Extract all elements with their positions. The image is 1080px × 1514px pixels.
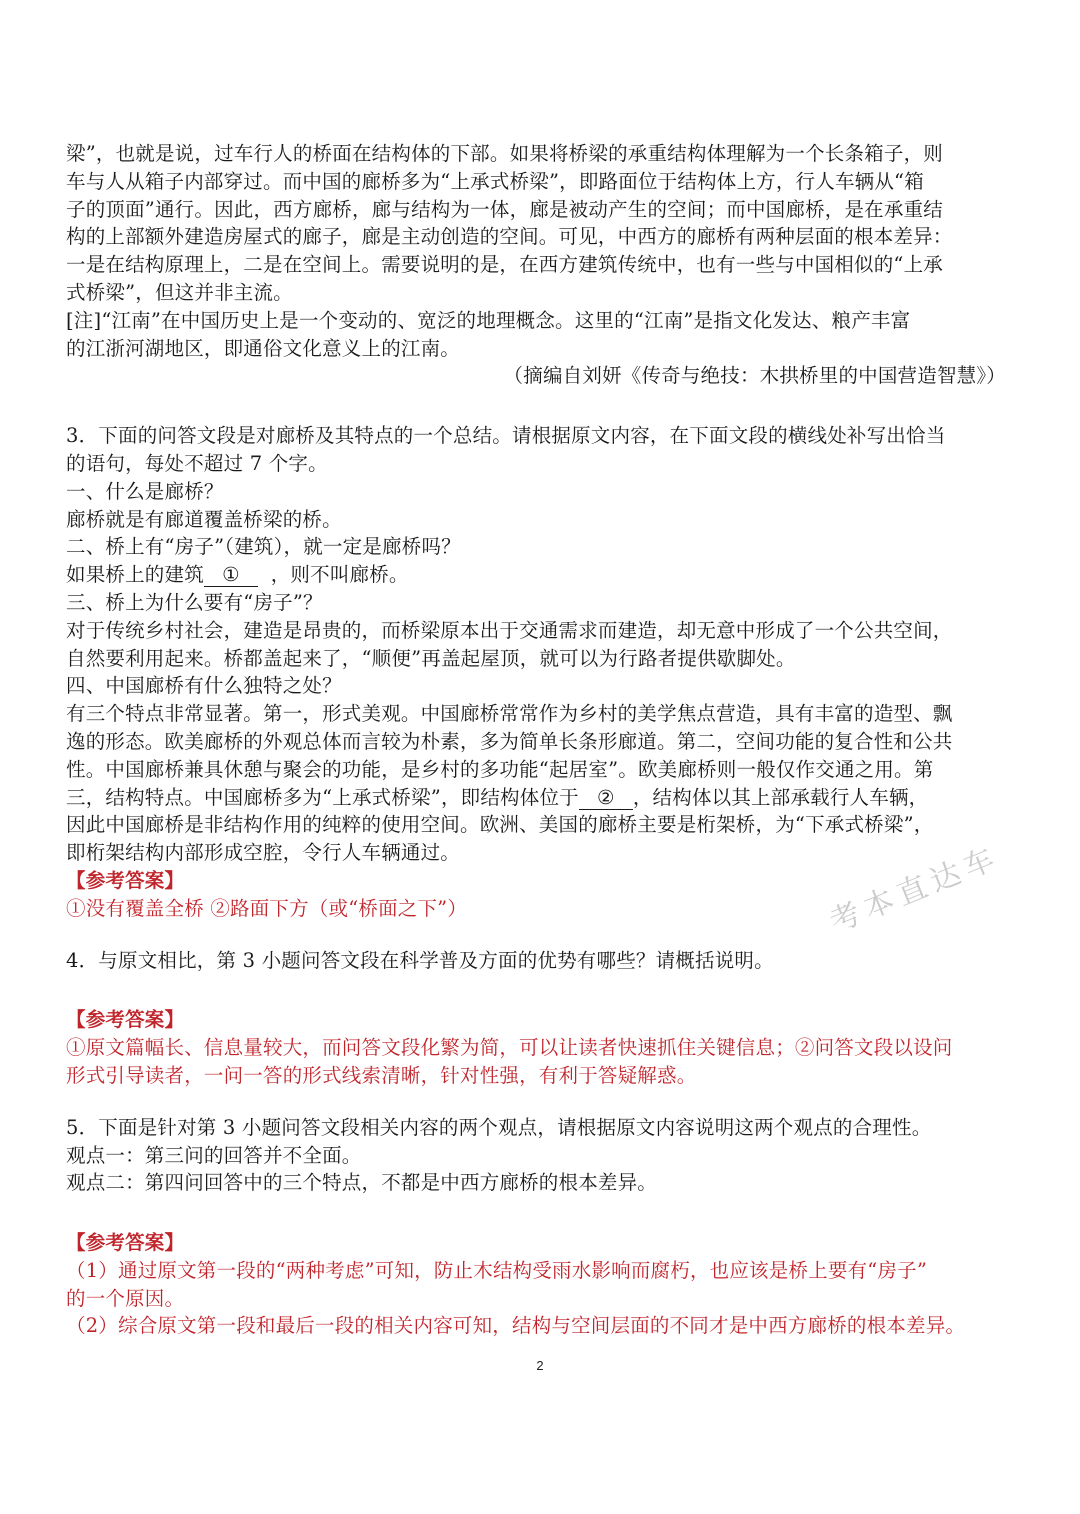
q5-answer-1-line: 的一个原因。 [66,1286,185,1310]
question-5 [66,1114,1014,1341]
q3-heading-2: 二、桥上有“房子”（建筑），就一定是廊桥吗？ [66,535,461,559]
q3-answer-4-line [66,784,1014,812]
q3-answer-4-line: 因此中国廊桥是非结构作用的纯粹的使用空间。欧洲、美国的廊桥主要是桁架桥，为“下承式桥梁”， [66,813,934,837]
q5-view-1: 观点一：第三问的回答并不全面。 [66,1143,362,1167]
passage [66,140,1014,390]
question-3 [66,422,1014,922]
q3-answer-3-line: 对于传统乡村社会，建造是昂贵的，而桥梁原本出于交通需求而建造，却无意中形成了一个公共空间， [66,618,953,642]
q5-answer-2: （2）综合原文第一段和最后一段的相关内容可知，结构与空间层面的不同才是中西方廊桥的根本差异。 [66,1314,966,1338]
q3-answer-title: 【参考答案】 [66,868,185,892]
blank-2: ② [579,787,633,810]
q3-answer-4-line: 逸的形态。欧美廊桥的外观总体而言较为朴素，多为简单长条形廊道。第二，空间功能的复合性和公共 [66,729,953,753]
q5-view-2: 观点二：第四问回答中的三个特点，不都是中西方廊桥的根本差异。 [66,1171,658,1195]
q5-stem: 5．下面是针对第 3 小题问答文段相关内容的两个观点，请根据原文内容说明这两个观点的合理性。 [66,1115,932,1139]
page-number: 2 [536,1358,544,1373]
q4-answer-line: 形式引导读者，一问一答的形式线索清晰，针对性强，有利于答疑解惑。 [66,1063,697,1087]
note-line: [注]“江南”在中国历史上是一个变动的、宽泛的地理概念。这里的“江南”是指文化发达、粮产丰富 [66,308,911,332]
passage-line: 车与人从箱子内部穿过。而中国的廊桥多为“上承式桥梁”，即路面位于结构体上方，行人车辆从“箱 [66,169,924,193]
q3-reference-answer: ①没有覆盖全桥 ②路面下方（或“桥面之下”） [66,896,468,920]
blank-1: ① [204,564,258,587]
passage-line: 一是在结构原理上，二是在空间上。需要说明的是，在西方建筑传统中，也有一些与中国相似的“上承 [66,253,943,277]
q3-heading-3: 三、桥上为什么要有“房子”？ [66,590,323,614]
page-content [66,140,1014,1340]
passage-line: 构的上部额外建造房屋式的廊子，廊是主动创造的空间。可见，中西方的廊桥有两种层面的根本差异： [66,225,953,249]
q3-heading-4: 四、中国廊桥有什么独特之处？ [66,674,342,698]
watermark: 考本直达车 [824,839,1006,940]
q3-stem: 的语句，每处不超过 7 个字。 [66,451,328,475]
q3-a2-before: 如果桥上的建筑 [66,563,204,587]
source-citation: （摘编自刘妍《传奇与绝技：木拱桥里的中国营造智慧》） [503,364,1006,388]
passage-line: 子的顶面”通行。因此，西方廊桥，廊与结构为一体，廊是被动产生的空间；而中国廊桥，是在承重结 [66,197,943,221]
q3-heading-1: 一、什么是廊桥？ [66,479,224,503]
note-line: 的江浙河湖地区，即通俗文化意义上的江南。 [66,336,461,360]
q3-answer-4-line: 即桁架结构内部形成空腔，令行人车辆通过。 [66,841,461,865]
q3-a4-after: ，结构体以其上部承载行人车辆， [632,785,929,809]
q3-answer-2 [66,561,1014,589]
q3-answer-4-line: 性。中国廊桥兼具休憩与聚会的功能，是乡村的多功能“起居室”。欧美廊桥则一般仅作交通之用。第 [66,757,934,781]
q3-a4-before: 三，结构特点。中国廊桥多为“上承式桥梁”，即结构体位于 [66,785,579,809]
q4-stem: 4．与原文相比，第 3 小题问答文段在科学普及方面的优势有哪些？请概括说明。 [66,948,774,972]
q5-answer-1-line: （1）通过原文第一段的“两种考虑”可知，防止木结构受雨水影响而腐朽，也应该是桥上要有“房子” [66,1258,927,1282]
q3-answer-1: 廊桥就是有廊道覆盖桥梁的桥。 [66,507,342,531]
q3-answer-3-line: 自然要利用起来。桥都盖起来了，“顺便”再盖起屋顶，就可以为行路者提供歇脚处。 [66,646,796,670]
q3-stem: 3．下面的问答文段是对廊桥及其特点的一个总结。请根据原文内容，在下面文段的横线处补写出恰当 [66,424,946,448]
q5-answer-title: 【参考答案】 [66,1231,185,1255]
passage-line: 式桥梁”，但这并非主流。 [66,280,293,304]
q3-answer-4-line: 有三个特点非常显著。第一，形式美观。中国廊桥常常作为乡村的美学焦点营造，具有丰富的造型、飘 [66,702,953,726]
passage-line: 梁”，也就是说，过车行人的桥面在结构体的下部。如果将桥梁的承重结构体理解为一个长条箱子，则 [66,142,943,165]
question-4 [66,947,1014,1090]
q4-answer-title: 【参考答案】 [66,1008,185,1032]
q4-answer-line: ①原文篇幅长、信息量较大，而问答文段化繁为简，可以让读者快速抓住关键信息；②问答文段以设问 [66,1036,953,1060]
q3-a2-after: ，则不叫廊桥。 [270,563,409,587]
